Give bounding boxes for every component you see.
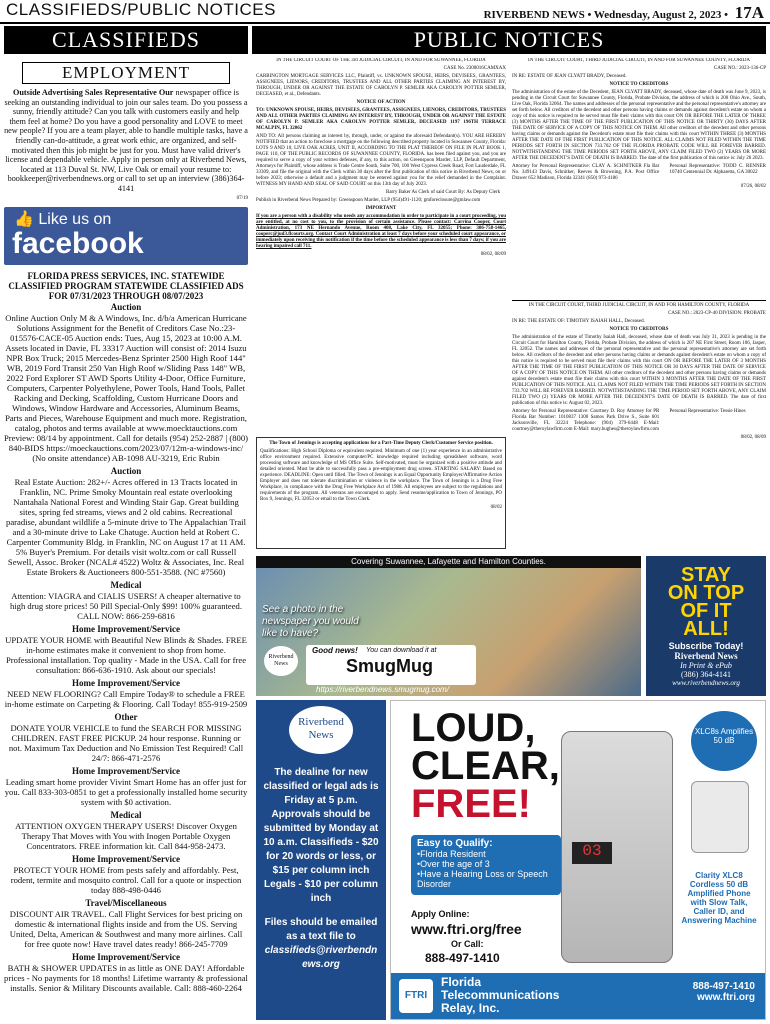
- issue-date: • Wednesday, August 2, 2023 •: [587, 9, 728, 21]
- jennings-job-ad: [256, 437, 506, 549]
- subscribe-format: In Print & ePub: [680, 661, 732, 670]
- phone-handset-image: [561, 731, 673, 963]
- notice2-representative: Personal Representative: TODD C. RENNER 10740 Centennial Dr. Alpharetta, GA 30022: [669, 164, 766, 175]
- notice1-body: AND TO: All persons claiming an interest by, through, under, or against the aforesaid Defendant(s). YOU ARE HEREBY NOTIFIED that an action to foreclose a mortgage on the following described property located in Suwannee County, Florida: LOTS 9 AND 10, LIVE OAK ACRES, UNIT II, ACCORDING TO THE PLAT THEREOF ON FILE IN PLAT BOOK 1, PAGE 110, OF THE PUBLIC RECORDS OF SUWANNEE COUNTY, FLORIDA. has been filed against you, and you are required to serve a copy of your written defenses, if any, to this action, on Greenspoon Marder, LLP, Default Department, Attorneys for Plaintiff, whose address is Trade Centre South, Suite 700, 100 West Cypress Creek Road, Fort Lauderdale, FL 33309, and file the original with the Clerk within 30 days after the first publication of this notice in Riverbend News, on or before 2023; otherwise a default and a judgment may be entered against you for the relief demanded in the Complaint. WITNESS MY HAND AND SEAL OF SAID COURT on this 13th day of July 2023.: [256, 134, 506, 187]
- fpsc-ad-text: Real Estate Auction: 282+/- Acres offered in 13 Tracts located in Franklin, NC. Prime Smoky Mountain real estate overlooking Nantahala National Forest and Winding Stair Gap. Great building sites, spring fed streams, views and 2 old cabins. Recreational paradise, abundant wildlife a 5-minute drive to The Appalachian Trail and a 30-minute drive to Lake Chatuge. Auction held at Robert C. Carpenter Community Bldg. in Franklin, NC on August 17 at 11 AM. 5% Buyer's Premium. For details visit woltz.com or call Russell Sewell, Assoc. Broker (NCAL# 4522) Woltz & Associates, Inc. Real Estate Brokers & Auctioneers 800-551-3588. (NC #7560): [6, 477, 246, 578]
- notice3-date: 08/02, 08/09: [740, 435, 766, 440]
- facebook-like-label: 👍 Like us on: [14, 211, 112, 229]
- smugmug-logo: SmugMug: [346, 656, 433, 676]
- ftri-qualification: •Over the age of 3: [417, 859, 490, 869]
- employment-heading: EMPLOYMENT: [22, 62, 230, 84]
- notice1-to: TO: UNKNOWN SPOUSE, HEIRS, DEVISEES, GRANTEES, ASSIGNEES, LIENORS, CREDITORS, TRUSTEES AND ALL OTHER PARTIES CLAIMING AN INTEREST BY, THROUGH, UNDER OR AGAINST THE ESTATE OF CAROLYN P. SEMLER AKA CAROLYN POTTER SEMLER, DECEASED 1197 196TH TERRACE MCALPIN, FL 32062: [256, 108, 506, 131]
- notice3-case: CASE NO.: 2023-CP-40 DIVISION: PROBATE: [668, 311, 766, 316]
- fpsc-ad-heading: Other: [114, 712, 138, 723]
- notice2-attorney: Attorney for Personal Representative: CLAY A. SCHNITKER Fla Bar No. 349143 Davis, Schnitker, Reeves & Browning, P.A. Post Office Drawer 652 Madison, Florida 32341 (850) 973-4186: [512, 164, 660, 181]
- fpsc-ad-heading: Home Improvement/Service: [71, 678, 181, 689]
- notice2-date: 07/26, 08/02: [740, 184, 766, 189]
- classifieds-banner: CLASSIFIEDS: [4, 26, 248, 54]
- ftri-ad[interactable]: [390, 700, 766, 1020]
- fpsc-ad-heading: Home Improvement/Service: [71, 766, 181, 777]
- notice1-ada: If you are a person with a disability who needs any accommodation in order to participate in a court proceeding, you are entitled, at no cost to you, to the provision of certain assistance. Please contact: Carrina Cooper, Court Administration, 173 NE Hernando Avenue, Room 408, Lake City, FL 32055; Phone: 386-758-1465, cooperc@jud3.flcourts.org. Contact Court Administration at least 7 days before your scheduled court appearance, or immediately upon receiving this notification if the time before the scheduled appearance is less than 7 days; if you are hearing impaired call 711.: [256, 214, 506, 249]
- fpsc-ad: [4, 766, 248, 807]
- fpsc-ad-text: DISCOUNT AIR TRAVEL. Call Flight Services for best pricing on domestic & international flights inside and from the US. Serving United, Delta, American & Southwest and many more airlines. Call for free quote now! Have travel dates ready! 866-245-7709: [9, 909, 243, 950]
- notice-hall-estate: [512, 300, 766, 553]
- good-news-label: Good news!: [312, 646, 358, 655]
- fpsc-ad: [4, 678, 248, 709]
- fpsc-ad-heading: Home Improvement/Service: [71, 854, 181, 865]
- subscribe-today: Subscribe Today!: [668, 641, 744, 651]
- fpsc-ad-heading: Travel/Miscellaneous: [85, 898, 167, 909]
- notice1-date: 08/02, 08/09: [480, 252, 506, 257]
- fpsc-ad: [4, 302, 248, 463]
- fpsc-ad: [4, 466, 248, 577]
- section-title: CLASSIFIEDS/PUBLIC NOTICES: [6, 0, 276, 19]
- employment-ad: [4, 88, 248, 203]
- smugmug-info-box: [306, 645, 476, 685]
- fpsc-ad-text: Leading smart home provider Vivint Smart Home has an offer just for you. Call 833-303-0851 to get a professionally installed home security system with $0 activation.: [4, 777, 248, 808]
- thumbs-up-icon: 👍: [14, 211, 34, 229]
- fpsc-ad-list: [4, 302, 248, 993]
- ftri-footer-web[interactable]: www.ftri.org: [697, 992, 755, 1003]
- deadline-email[interactable]: classifieds@riverbendnews.org: [264, 945, 378, 970]
- notice2-estate: IN RE: ESTATE OF JEAN CLYATT BRADY, Deceased.: [512, 74, 627, 79]
- notice3-body: The administration of the estate of Timothy Isaiah Hall, deceased, whose date of death was July 31, 2023 is pending in the Circuit Court for Hamilton County, Florida, Probate Division, the address of which is 207 NE First Street, Room 106, Jasper, FL 32052. The names and addresses of the personal representative and the personal representative's attorney are set forth below. All creditors of the decedent and other persons having claims or demands against decedent's estate on whom a copy of this notice is required to be served must file their claims with this court ON OR BEFORE THE LATER OF 3 MONTHS AFTER THE TIME OF THE FIRST PUBLICATION OF THIS NOTICE OR 30 DAYS AFTER THE DATE OF SERVICE OF A COPY OF THIS NOTICE ON THEM. All other creditors of the decedent and other persons having claims or demands against decedent's estate must file their claims with this court WITHIN 3 MONTHS AFTER THE DATE OF THE FIRST PUBLICATION OF THIS NOTICE. ALL CLAIMS NOT FILED WITHIN THE TIME PERIODS SET FORTH IN SECTION 733.702 WILL BE FOREVER BARRED. NOTWITHSTANDING THE TIME PERIOD SET FORTH ABOVE, ANY CLAIM FILED TWO (2) YEARS OR MORE AFTER THE DECEDENT'S DATE OF DEATH IS BARRED. The date of first publication of this notice is: August 02, 2023.: [512, 335, 766, 406]
- fpsc-ad: [4, 952, 248, 993]
- fpsc-ad-heading: Medical: [110, 580, 142, 591]
- page-number: 17A: [734, 3, 764, 22]
- fpsc-ad-text: DONATE YOUR VEHICLE to fund the SEARCH FOR MISSING CHILDREN. FAST FREE PICKUP. 24 hour response. Running or not. Maximum Tax Deduction and No Emission Test Required! Call 24/7: 866-471-2576: [8, 723, 244, 764]
- fpsc-section: [4, 271, 248, 993]
- fpsc-ad-text: PROTECT YOUR HOME from pests safely and affordably. Pest, rodent, termite and mosquito control. Call for a quote or inspection today 888-498-0446: [10, 865, 242, 896]
- smugmug-coverage: Covering Suwannee, Lafayette and Hamilton Counties.: [256, 556, 641, 568]
- ftri-apply-url[interactable]: www.ftri.org/free: [411, 921, 522, 937]
- fpsc-ad: [4, 810, 248, 851]
- notice1-title: NOTICE OF ACTION: [356, 100, 406, 105]
- ftri-footer: [391, 973, 765, 1019]
- download-label: You can download it at: [366, 647, 437, 654]
- deadline-text: The dealine for new classified or legal ads is Friday at 5 p.m. Approvals should be submitted by Monday at 10 a.m. Classifieds - $20 for 20 words or less, or $15 per column inch Legals - $10 per column inch: [263, 767, 379, 904]
- ftri-headline: LOUD, CLEAR, FREE!: [411, 706, 560, 826]
- masthead-line: [484, 3, 764, 23]
- fpsc-ad: [4, 624, 248, 675]
- notice3-court: IN THE CIRCUIT COURT, THIRD JUDICIAL CIRCUIT, IN AND FOR HAMILTON COUNTY, FLORIDA: [528, 303, 750, 308]
- jennings-body: Qualifications: High School Diploma or equivalent required. Minimum of one (1) year experience in an administrative office environment required. Extensive computer/PC knowledge required including spreadsheet software, word processing software and knowledge of MS Office Suite. Self-motivated, must be organized with a positive attitude and detailed oriented. Must be able to successfully pass a pre-employment drug screen. STARTING SALARY: Based on experience. DEADLINE: Open until filled. The Town of Jennings is an Equal Opportunity Employer/Affirmative Action Employer and does not tolerate discrimination or violence in the workplace. The Town of Jennings is a Drug Free Workplace, in compliance with the Drug Free Workplace Act of 1988. All employees are subject to the regulations and requirements of the program. All veterans are encouraged to apply. Send resume/application to Town of Jennings, PO Box 9, Jennings, FL 32053 or email to the Town Clerk.: [260, 449, 502, 502]
- fpsc-ad: [4, 854, 248, 895]
- subscribe-website[interactable]: www.riverbendnews.org: [672, 679, 740, 687]
- fpsc-ad-heading: Auction: [110, 302, 142, 313]
- subscribe-phone: (386) 364-4141: [681, 670, 731, 679]
- smugmug-ad[interactable]: [256, 556, 641, 696]
- ftri-clarity-description: Clarity XLC8 Cordless 50 dB Amplified Phone with Slow Talk, Caller ID, and Answering Machine: [681, 871, 757, 925]
- paper-name: RIVERBEND NEWS: [483, 9, 585, 21]
- ftri-org-name: Florida Telecommunications Relay, Inc.: [441, 975, 560, 1015]
- notice-foreclosure: [256, 58, 506, 483]
- ftri-qualification: •Florida Resident: [417, 849, 486, 859]
- fpsc-ad-text: Online Auction Only M & A Windows, Inc. d/b/a American Hurricane Solutions Assignment for the Benefit of Creditors Case No.:23-015576-CACE-05 Auction ends: Tues, Aug 15, 2023 at 10:00 A.M. Assets located in Davie, FL 33317 Auction will consist of: 2014 Isuzu NPR Box Truck; 2015 Mercedes-Benz Sprinter 2500 High Roof 144" WB, 2019 Ford Transit 250 Van High Roof w/Sliding Pass 148" WB, 2022 Ford Explorer ST AWD Sports Utility 4-Door, Office Furniture, Computers, Carpenter Polyethylene, Power Tools, Hand Tools, Pallet Racking and Decking, Scaffolding, Custom Hurricane Doors and Windows, Window Hardware and Accessories, Aluminum Beams, Parts and Pieces, Warehouse Equipment and much more. Registration, catalog, photos and terms available at www.moecktauctions.com Preview: 08/14 by appointment. Call for details (954) 252-2887 | (800) 840-BIDS https://moeckauctions.com/2023/07/12m-a-windows-inc/ (No onsite attendance) AB-1098 AU-3219, Eric Rubin: [4, 313, 248, 464]
- notice1-signature: Barry Baker As Clerk of said Court By: As Deputy Clerk: [386, 190, 501, 195]
- phone-display: 03: [572, 842, 612, 864]
- notice1-parties: CARRINGTON MORTGAGE SERVICES LLC, Plaintiff, vs. UNKNOWN SPOUSE, HEIRS, DEVISEES, GRANTEES, ASSIGNEES, LIENORS, CREDITORS, TRUSTEES AND ALL OTHER PARTIES CLAIMING AN INTEREST BY, THROUGH, UNDER OR AGAINST THE ESTATE OF CAROLYN P. SEMLER AKA CAROLYN POTTER SEMLER, DECEASED, et al., Defendants.: [256, 74, 506, 97]
- ftri-footer-contact: [693, 981, 755, 1003]
- fpsc-ad-text: ATTENTION OXYGEN THERAPY USERS! Discover Oxygen Therapy That Moves with You with Inogen Portable Oxygen Concentrators. FREE information kit. Call 844-958-2473.: [15, 821, 237, 852]
- fpsc-ad-heading: Medical: [110, 810, 142, 821]
- notice2-case: CASE NO.: 2023-136-CP: [713, 66, 766, 71]
- notice-brady-estate: [512, 58, 766, 296]
- ftri-call-label: Or Call:: [451, 939, 484, 949]
- ftri-footer-phone[interactable]: 888-497-1410: [692, 981, 755, 992]
- ftri-apply-label: Apply Online:: [411, 909, 470, 919]
- ftri-xlc8s-badge: XLC8s Amplifies 50 dB: [691, 711, 757, 771]
- notice3-attorney: Attorney for Personal Representative: Courtney D. Roy Attorney for PR Florida Bar Number: 1010837 1300 Samos Park Drive S., Suite 601 Jacksonville, FL 32224 Telephone: (904) 379-6448 E-Mail: courtney@theroylawfirm.com E-Mail: mary.hughes@theroylawfirm.com: [512, 409, 660, 432]
- fpsc-ad-heading: Auction: [110, 466, 142, 477]
- riverbend-logo: Riverbend News: [289, 706, 353, 754]
- fpsc-ad-heading: Home Improvement/Service: [71, 952, 181, 963]
- employment-ad-body: newspaper office is seeking an outstanding individual to join our sales team. Do you possess a sunny, friendly attitude? Can you talk with customers easily and help them feel at home? Do you have a good personality and LOVE to meet new people? If you are a team player, able to handle multiple tasks, have a friendly can-do-attitude, a great work ethic, are organized, and self-motivated then this job might be just for you. Must have valid driver's license and dependable vehicle. Apply in person only at Riverbend News, located at 113 Duval St. NW, Live Oak or email your resume to: bookkeeper@riverbendnews.org or call to set up an interview (386)364-4141: [4, 88, 248, 193]
- jennings-date: 08/02: [490, 505, 502, 510]
- fpsc-title: FLORIDA PRESS SERVICES, INC. STATEWIDE CLASSIFIED PROGRAM STATEWIDE CLASSIFIED ADS FOR 07/31/2023 THROUGH 08/07/2023: [8, 271, 244, 302]
- ftri-logo: FTRI: [399, 979, 433, 1013]
- smugmug-prompt: See a photo in the newspaper you would like to have?: [262, 604, 359, 639]
- riverbend-logo-small: Riverbend News: [264, 646, 298, 676]
- classifieds-column: [4, 58, 248, 1020]
- ftri-qualify-box: Easy to Qualify: •Florida Resident •Over the age of 3 •Have a Hearing Loss or Speech Disorder: [411, 835, 561, 895]
- notice1-court: IN THE CIRCUIT COURT OF THE 3rd JUDICIAL CIRCUIT, IN AND FOR SUWANNEE, FLORIDA: [276, 58, 486, 63]
- fpsc-ad-text: Attention: VIAGRA and CIALIS USERS! A cheaper alternative to high drug store prices! 50 Pill Special-Only $99! 100% guaranteed. CALL NOW: 866-259-6816: [10, 591, 242, 622]
- notice3-estate: IN RE: THE ESTATE OF: TIMOTHY ISAIAH HALL, Deceased.: [512, 319, 645, 324]
- deadline-ad: [256, 700, 386, 1020]
- notice1-case: CASE No. 2300016CAMXAX: [443, 66, 506, 71]
- fpsc-ad-heading: Home Improvement/Service: [71, 624, 181, 635]
- page-header: [0, 0, 770, 24]
- facebook-wordmark: facebook: [12, 227, 144, 261]
- fpsc-ad: [4, 712, 248, 763]
- notice1-publish: Publish in Riverbend News Prepared by: Greenspoon Marder, LLP (954)491-1120; gmforeclosure@gmlaw.com: [256, 198, 481, 203]
- notice3-representative: Personal Representative: Tessie Hines: [669, 409, 746, 414]
- stay-on-top-headline: STAY ON TOP OF IT ALL!: [667, 564, 745, 640]
- fpsc-ad-text: BATH & SHOWER UPDATES in as little as ONE DAY! Affordable prices - No payments for 18 months! Lifetime warranty & professional installs. Senior & Military Discounts available. Call: 888-460-2264: [4, 963, 248, 994]
- fpsc-ad: [4, 898, 248, 949]
- notice2-court: IN THE CIRCUIT COURT, THIRD JUDICIAL CIRCUIT, IN AND FOR SUWANNEE COUNTY, FLORIDA: [528, 58, 750, 63]
- subscribe-paper: Riverbend News: [674, 651, 738, 661]
- fpsc-ad-text: NEED NEW FLOORING? Call Empire Today® to schedule a FREE in-home estimate on Carpeting & Flooring. Call Today! 855-919-2509: [4, 689, 248, 710]
- notice3-title: NOTICE TO CREDITORS: [609, 327, 669, 332]
- public-notices-banner: PUBLIC NOTICES: [252, 26, 766, 54]
- ftri-call-phone[interactable]: 888-497-1410: [425, 951, 500, 965]
- deadline-email-note: Files should be emailed as a text file to: [264, 917, 378, 942]
- ftri-qualification: •Have a Hearing Loss or Speech Disorder: [417, 869, 548, 889]
- employment-ad-title: Outside Advertising Sales Representative Our: [13, 88, 174, 97]
- notice2-title: NOTICE TO CREDITORS: [609, 82, 669, 87]
- notice1-important: IMPORTANT: [365, 206, 397, 211]
- cell-phone-image: [691, 781, 749, 853]
- jennings-title: The Town of Jennings is accepting applications for a Part-Time Deputy Clerk/Customer Service position.: [269, 441, 493, 446]
- employment-ad-date: 07/19: [236, 195, 248, 201]
- fpsc-ad-text: UPDATE YOUR HOME with Beautiful New Blinds & Shades. FREE in-home estimates make it convenient to shop from home. Professional installation. Top quality - Made in the USA. Call for free consultation: 866-636-1910. Ask about our specials!: [5, 635, 247, 676]
- fpsc-ad: [4, 580, 248, 621]
- smugmug-url[interactable]: https://riverbendnews.smugmug.com/: [316, 685, 449, 694]
- notice2-body: The administration of the estate of the Decedent, JEAN CLYATT BRADY, deceased, whose date of death was June 9, 2023, is pending in the Circuit Court for Suwannee County, Florida, Probate Division, the address of which is 200 Ohio Ave., South, Live Oak, Florida 32064. The names and addresses of the personal representative and the personal representative's attorney are set forth below. All creditors of the decedent and other persons having claims or demands against decedent's estate on whom a copy of this notice is required to be served must file their claims with this court ON OR BEFORE THE LATER OF THREE (3) MONTHS AFTER THE TIME OF THE FIRST PUBLICATION OF THIS NOTICE OR THIRTY (30) DAYS AFTER THE DATE OF SERVICE OF A COPY OF THIS NOTICE ON THEM. All other creditors of the decedent and other persons having claims or demands against the Decedent's estate must file their claims with this court WITHIN THREE (3) MONTHS AFTER THE DATE OF THE FIRST PUBLICATION OF THIS NOTICE. ALL CLAIMS NOT FILED WITHIN THE TIME PERIODS SET FORTH IN SECTION 733.702 OF THE FLORIDA PROBATE CODE WILL BE FOREVER BARRED. NOTWITHSTANDING THE TIME PERIODS SET FORTH ABOVE, ANY CLAIM FILED TWO (2) YEARS OR MORE AFTER THE DECEDENT'S DATE OF DEATH IS BARRED. The date of the first publication of this notice is: July 26 2023.: [512, 90, 766, 161]
- subscribe-ad[interactable]: [646, 556, 766, 696]
- facebook-ad[interactable]: [4, 207, 248, 265]
